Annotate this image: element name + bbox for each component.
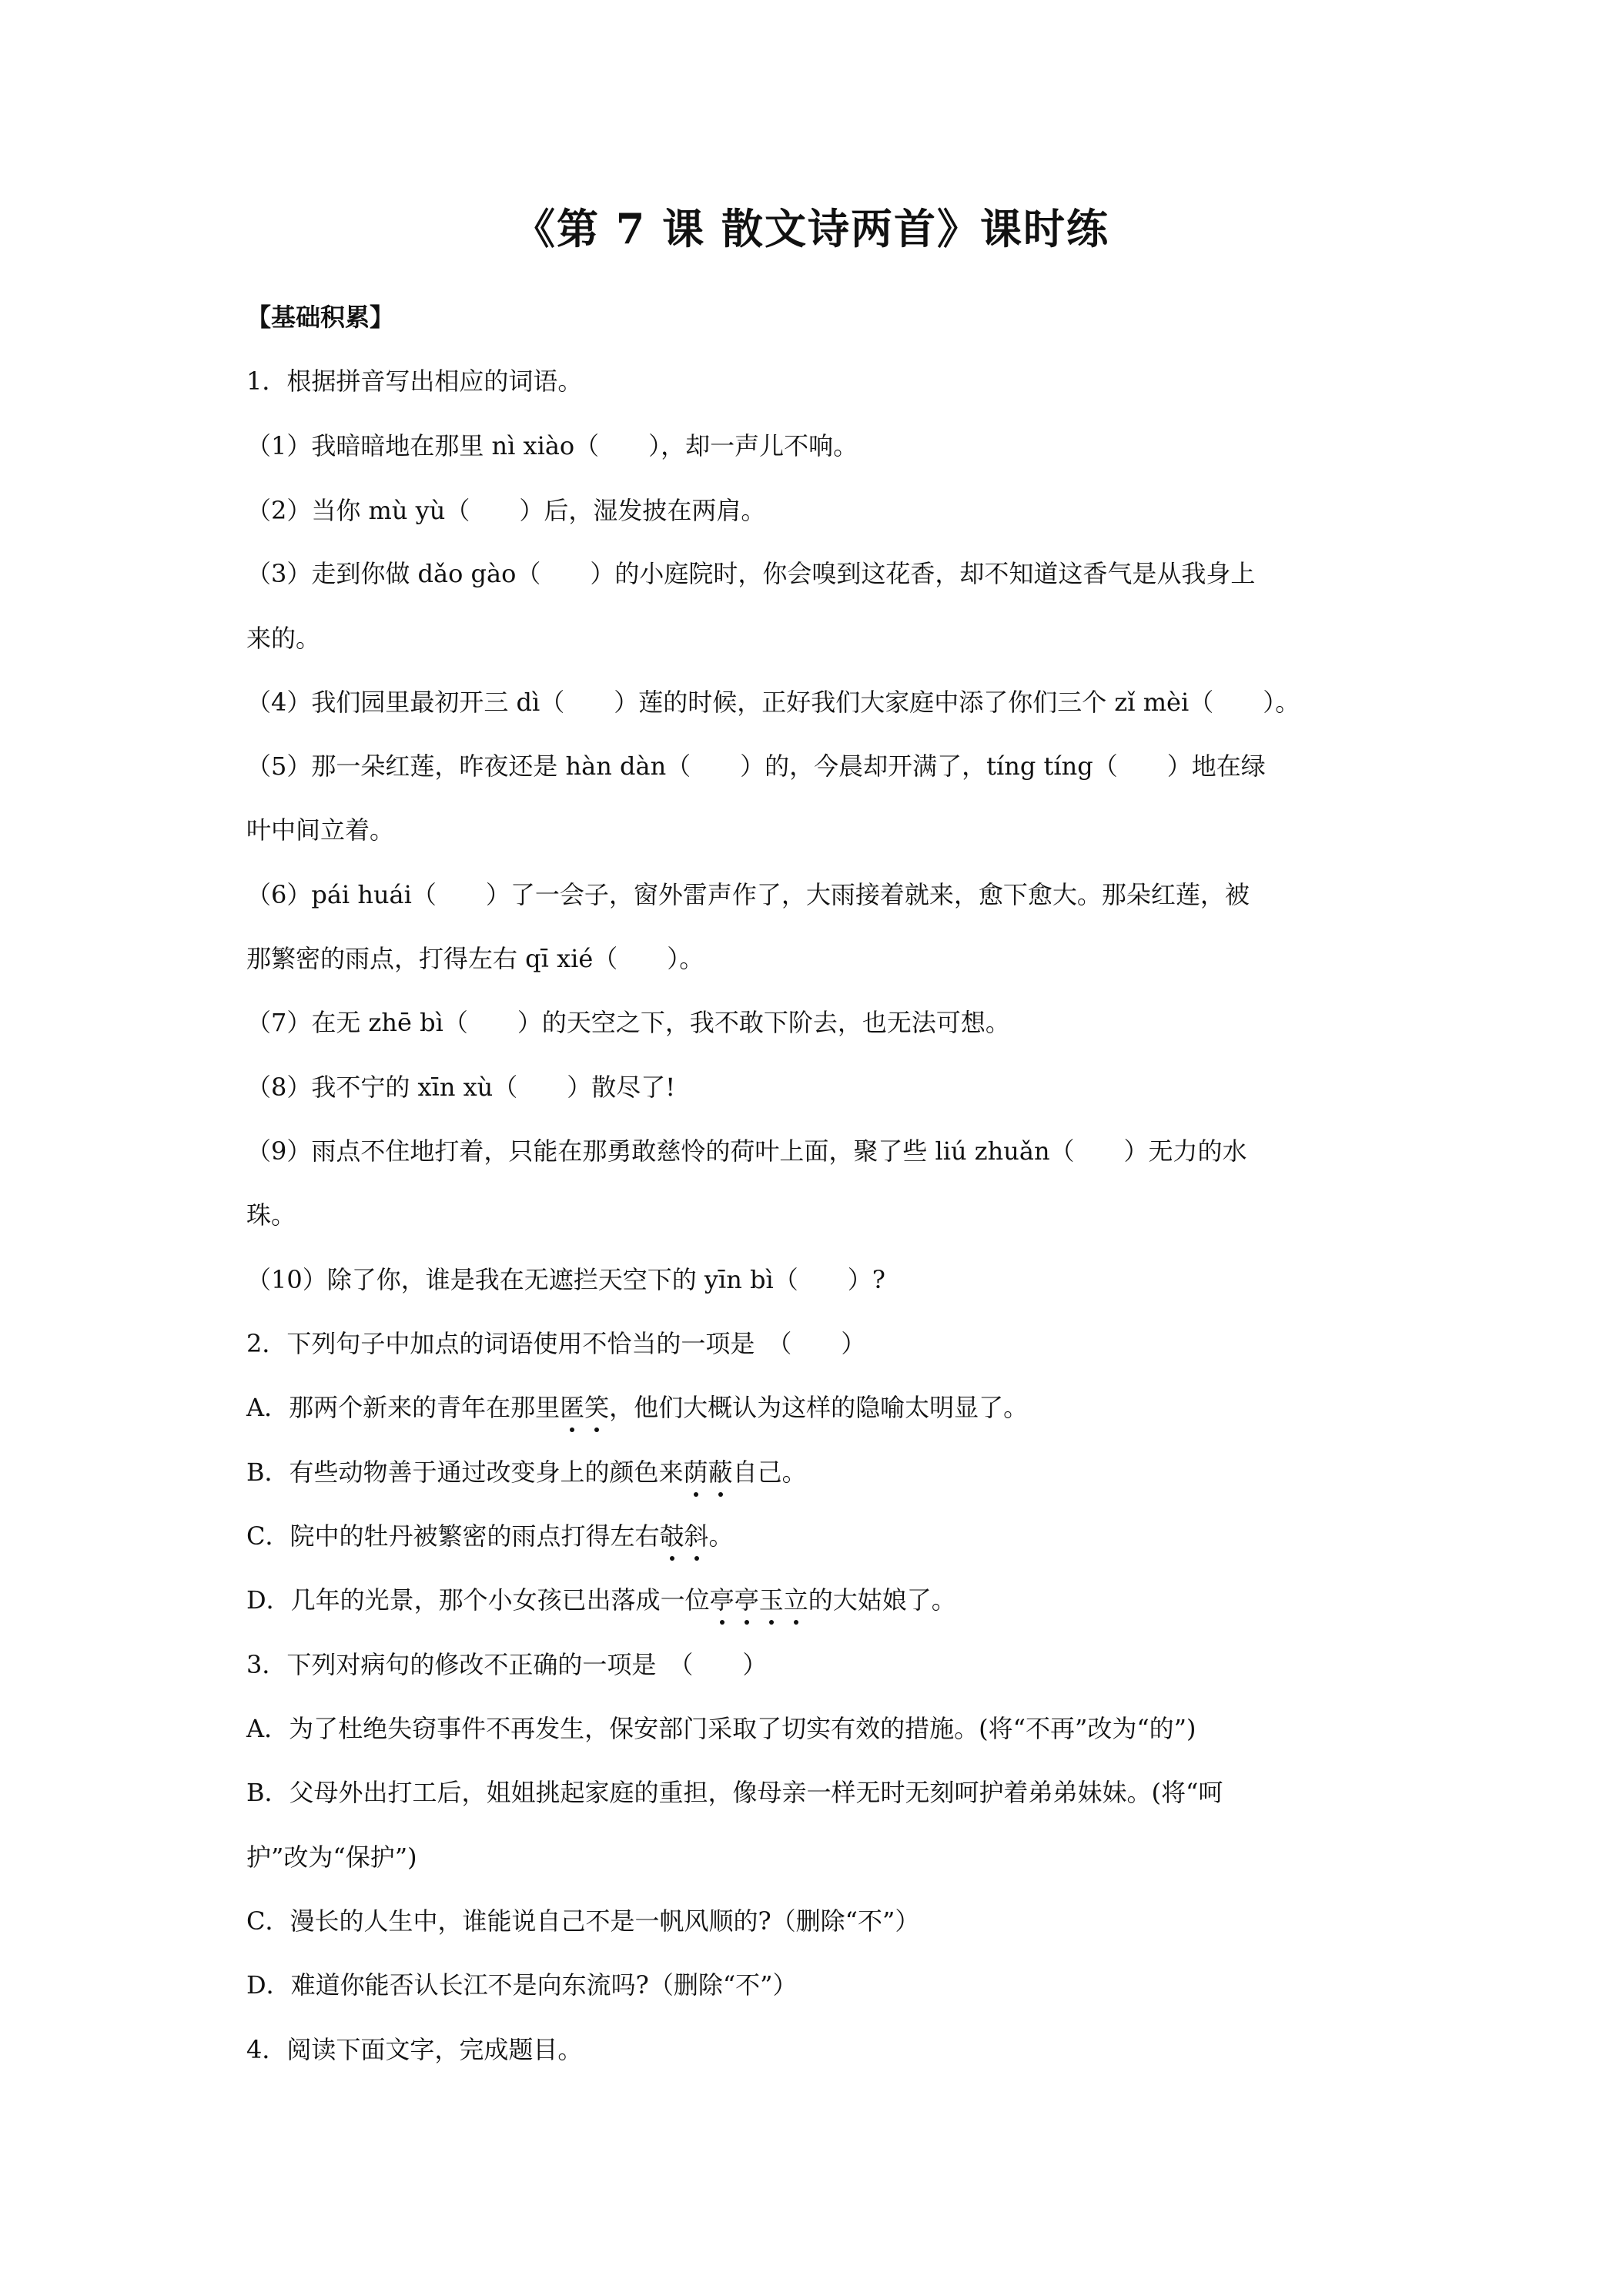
- question-1-item-10: （10）除了你，谁是我在无遮拦天空下的 yīn bì（ ）?: [246, 1265, 885, 1294]
- emphasis-dot-char: 荫: [684, 1455, 708, 1489]
- question-1-item-9-cont: 珠。: [246, 1200, 296, 1230]
- question-1-item-8: （8）我不宁的 xīn xù（ ）散尽了!: [246, 1073, 676, 1102]
- question-3-option-b: B．父母外出打工后，姐姐挑起家庭的重担，像母亲一样无时无刻呵护着弟弟妹妹。(将“呵: [246, 1778, 1223, 1807]
- dotted-word: [560, 1393, 609, 1422]
- emphasis-dot-char: 蔽: [708, 1455, 733, 1489]
- question-4-stem: 4．阅读下面文字，完成题目。: [246, 2035, 583, 2064]
- option-text: 自己。: [732, 1458, 807, 1487]
- emphasis-dot-char: 攲: [660, 1519, 684, 1553]
- question-2-option-c: [246, 1519, 1386, 1553]
- dotted-word: [710, 1585, 808, 1615]
- emphasis-dot-char: 斜: [684, 1519, 709, 1553]
- dotted-word: [684, 1458, 733, 1487]
- option-text: 。: [708, 1521, 734, 1551]
- question-1-item-3-cont: 来的。: [246, 624, 321, 653]
- emphasis-dot-char: 匿: [560, 1391, 584, 1424]
- option-text: A．那两个新来的青年在那里: [246, 1393, 561, 1422]
- question-3-option-d: D．难道你能否认长江不是向东流吗?（删除“不”）: [246, 1970, 798, 2000]
- question-1-item-2: （2）当你 mù yù（ ）后，湿发披在两肩。: [246, 496, 766, 525]
- option-text: ，他们大概认为这样的隐喻太明显了。: [609, 1393, 1029, 1422]
- question-1-item-3: （3）走到你做 dǎo gào（ ）的小庭院时，你会嗅到这花香，却不知道这香气是从我身上: [246, 559, 1256, 588]
- question-1-item-6: （6）pái huái（ ）了一会子，窗外雷声作了，大雨接着就来，愈下愈大。那朵红莲，被: [246, 880, 1250, 909]
- question-1-item-6-cont: 那繁密的雨点，打得左右 qī xié（ ）。: [246, 944, 704, 973]
- question-2-stem: 2．下列句子中加点的词语使用不恰当的一项是 （ ）: [246, 1329, 866, 1358]
- section-heading: 【基础积累】: [246, 303, 395, 332]
- question-2-option-a: [246, 1391, 1386, 1424]
- question-1-item-4: （4）我们园里最初开三 dì（ ）莲的时候，正好我们大家庭中添了你们三个 zǐ mèi（ ）。: [246, 688, 1300, 717]
- question-2-option-d: [246, 1583, 1386, 1617]
- option-text: B．有些动物善于通过改变身上的颜色来: [246, 1458, 684, 1487]
- question-1-item-1: （1）我暗暗地在那里 nì xiào（ ），却一声儿不响。: [246, 431, 858, 460]
- option-text: 的大姑娘了。: [808, 1585, 956, 1615]
- question-1-stem: 1．根据拼音写出相应的词语。: [246, 366, 583, 396]
- question-2-option-b: [246, 1455, 1386, 1489]
- dotted-word: [660, 1521, 709, 1551]
- emphasis-dot-char: 亭: [710, 1583, 735, 1617]
- question-3-option-b-cont: 护”改为“保护”): [246, 1842, 417, 1872]
- option-text: C．院中的牡丹被繁密的雨点打得左右: [246, 1521, 660, 1551]
- emphasis-dot-char: 笑: [584, 1391, 609, 1424]
- question-1-item-7: （7）在无 zhē bì（ ）的天空之下，我不敢下阶去，也无法可想。: [246, 1008, 1010, 1037]
- question-1-item-5: （5）那一朵红莲，昨夜还是 hàn dàn（ ）的，今晨却开满了，tíng tíng（ ）地在绿: [246, 751, 1266, 781]
- emphasis-dot-char: 亭: [735, 1583, 759, 1617]
- emphasis-dot-char: 立: [784, 1583, 808, 1617]
- question-3-stem: 3．下列对病句的修改不正确的一项是 （ ）: [246, 1650, 768, 1679]
- option-text: D．几年的光景，那个小女孩已出落成一位: [246, 1585, 710, 1615]
- question-1-item-5-cont: 叶中间立着。: [246, 815, 395, 845]
- question-3-option-a: A．为了杜绝失窃事件不再发生，保安部门采取了切实有效的措施。(将“不再”改为“的”): [246, 1714, 1196, 1743]
- question-1-item-9: （9）雨点不住地打着，只能在那勇敢慈怜的荷叶上面，聚了些 liú zhuǎn（ ）无力的水: [246, 1136, 1247, 1166]
- question-3-option-c: C．漫长的人生中，谁能说自己不是一帆风顺的?（删除“不”）: [246, 1906, 920, 1936]
- emphasis-dot-char: 玉: [759, 1583, 784, 1617]
- page-title: 《第 7 课 散文诗两首》课时练: [514, 204, 1109, 253]
